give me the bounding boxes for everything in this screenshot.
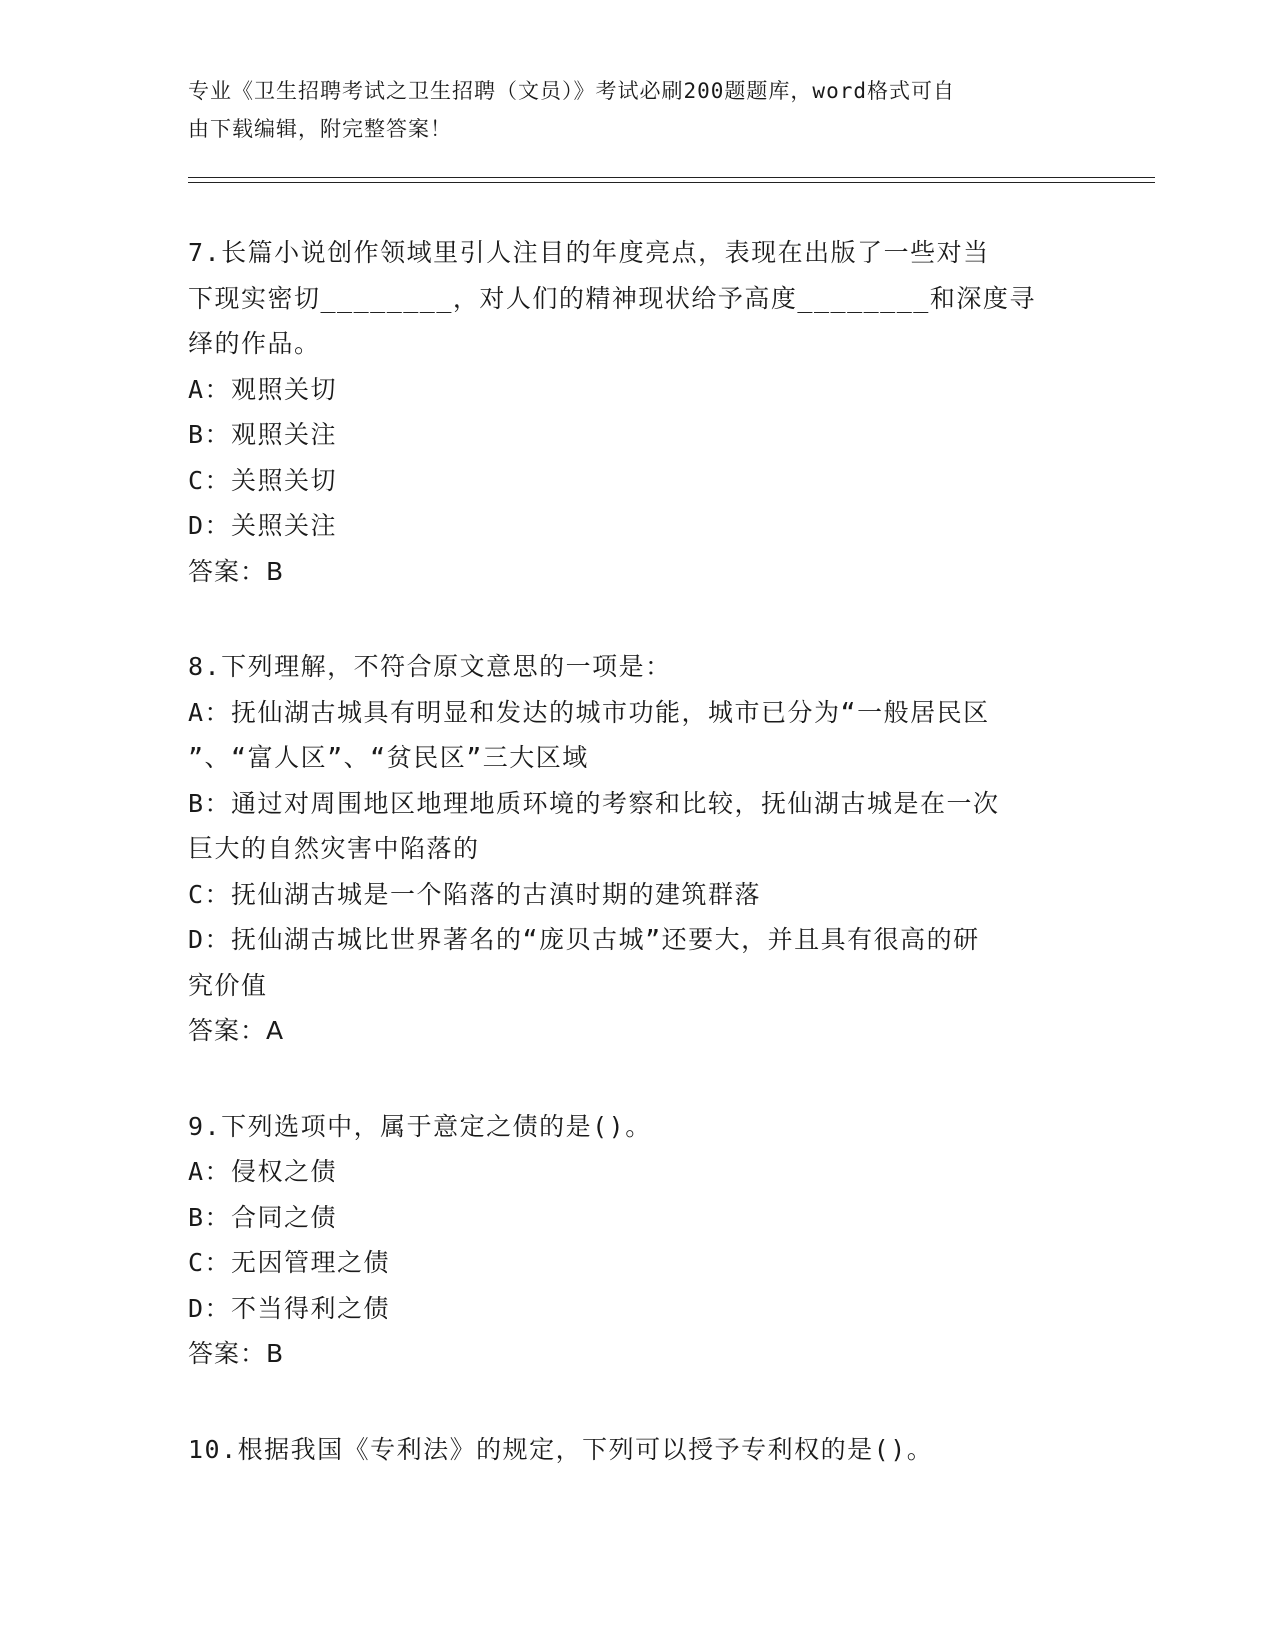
option-line: D：关照关注 (188, 511, 338, 540)
question-8 (188, 644, 1088, 1054)
option-line: D：抚仙湖古城比世界著名的“庞贝古城”还要大，并且具有很高的研 (188, 925, 980, 954)
option-line: B：合同之债 (188, 1202, 338, 1232)
question-stem (188, 644, 1088, 690)
stem-line: 8.下列理解，不符合原文意思的一项是： (188, 652, 672, 681)
option-line: C：无因管理之债 (188, 1248, 391, 1277)
option-line: A：侵权之债 (188, 1157, 338, 1186)
answer-label: 答案：B (188, 556, 285, 586)
stem-line: 10.根据我国《专利法》的规定，下列可以授予专利权的是()。 (188, 1434, 934, 1464)
stem-line: 下现实密切________，对人们的精神现状给予高度________和深度寻 (188, 283, 1036, 313)
option-c (188, 458, 1088, 504)
option-a (188, 690, 1088, 781)
question-list (188, 230, 1088, 1522)
option-line: ”、“富人区”、“贫民区”三大区域 (188, 743, 589, 772)
option-line: B：观照关注 (188, 420, 338, 449)
question-7 (188, 230, 1088, 594)
stem-line: 9.下列选项中，属于意定之债的是()。 (188, 1111, 652, 1141)
header-line-1: 专业《卫生招聘考试之卫生招聘（文员）》考试必刷200题题库，word格式可自 (188, 79, 955, 103)
question-stem (188, 1104, 1088, 1150)
question-9 (188, 1104, 1088, 1377)
answer-label: 答案：B (188, 1339, 285, 1368)
header-line-2: 由下载编辑，附完整答案！ (188, 117, 452, 141)
header-divider-top (188, 177, 1155, 178)
question-stem (188, 230, 1088, 367)
question-10 (188, 1427, 1088, 1473)
option-d (188, 503, 1088, 549)
option-a (188, 367, 1088, 413)
option-line: C：关照关切 (188, 465, 338, 495)
document-header (188, 72, 1068, 148)
option-d (188, 917, 1088, 1008)
option-a (188, 1149, 1088, 1195)
option-line: B：通过对周围地区地理地质环境的考察和比较，抚仙湖古城是在一次 (188, 788, 1000, 818)
option-c (188, 1240, 1088, 1286)
option-d (188, 1286, 1088, 1332)
option-c (188, 872, 1088, 918)
option-b (188, 1195, 1088, 1241)
answer-label: 答案：A (188, 1016, 285, 1045)
option-line: 巨大的自然灾害中陷落的 (188, 834, 480, 863)
stem-line: 7.长篇小说创作领域里引人注目的年度亮点，表现在出版了一些对当 (188, 238, 990, 267)
option-line: A：抚仙湖古城具有明显和发达的城市功能，城市已分为“一般居民区 (188, 697, 990, 727)
stem-line: 绎的作品。 (188, 329, 321, 358)
header-divider-bottom (188, 182, 1155, 183)
option-line: 究价值 (188, 970, 268, 1000)
option-b (188, 781, 1088, 872)
option-line: C：抚仙湖古城是一个陷落的古滇时期的建筑群落 (188, 879, 762, 909)
option-line: D：不当得利之债 (188, 1293, 391, 1323)
option-b (188, 412, 1088, 458)
question-stem (188, 1427, 1088, 1473)
option-line: A：观照关切 (188, 374, 338, 404)
